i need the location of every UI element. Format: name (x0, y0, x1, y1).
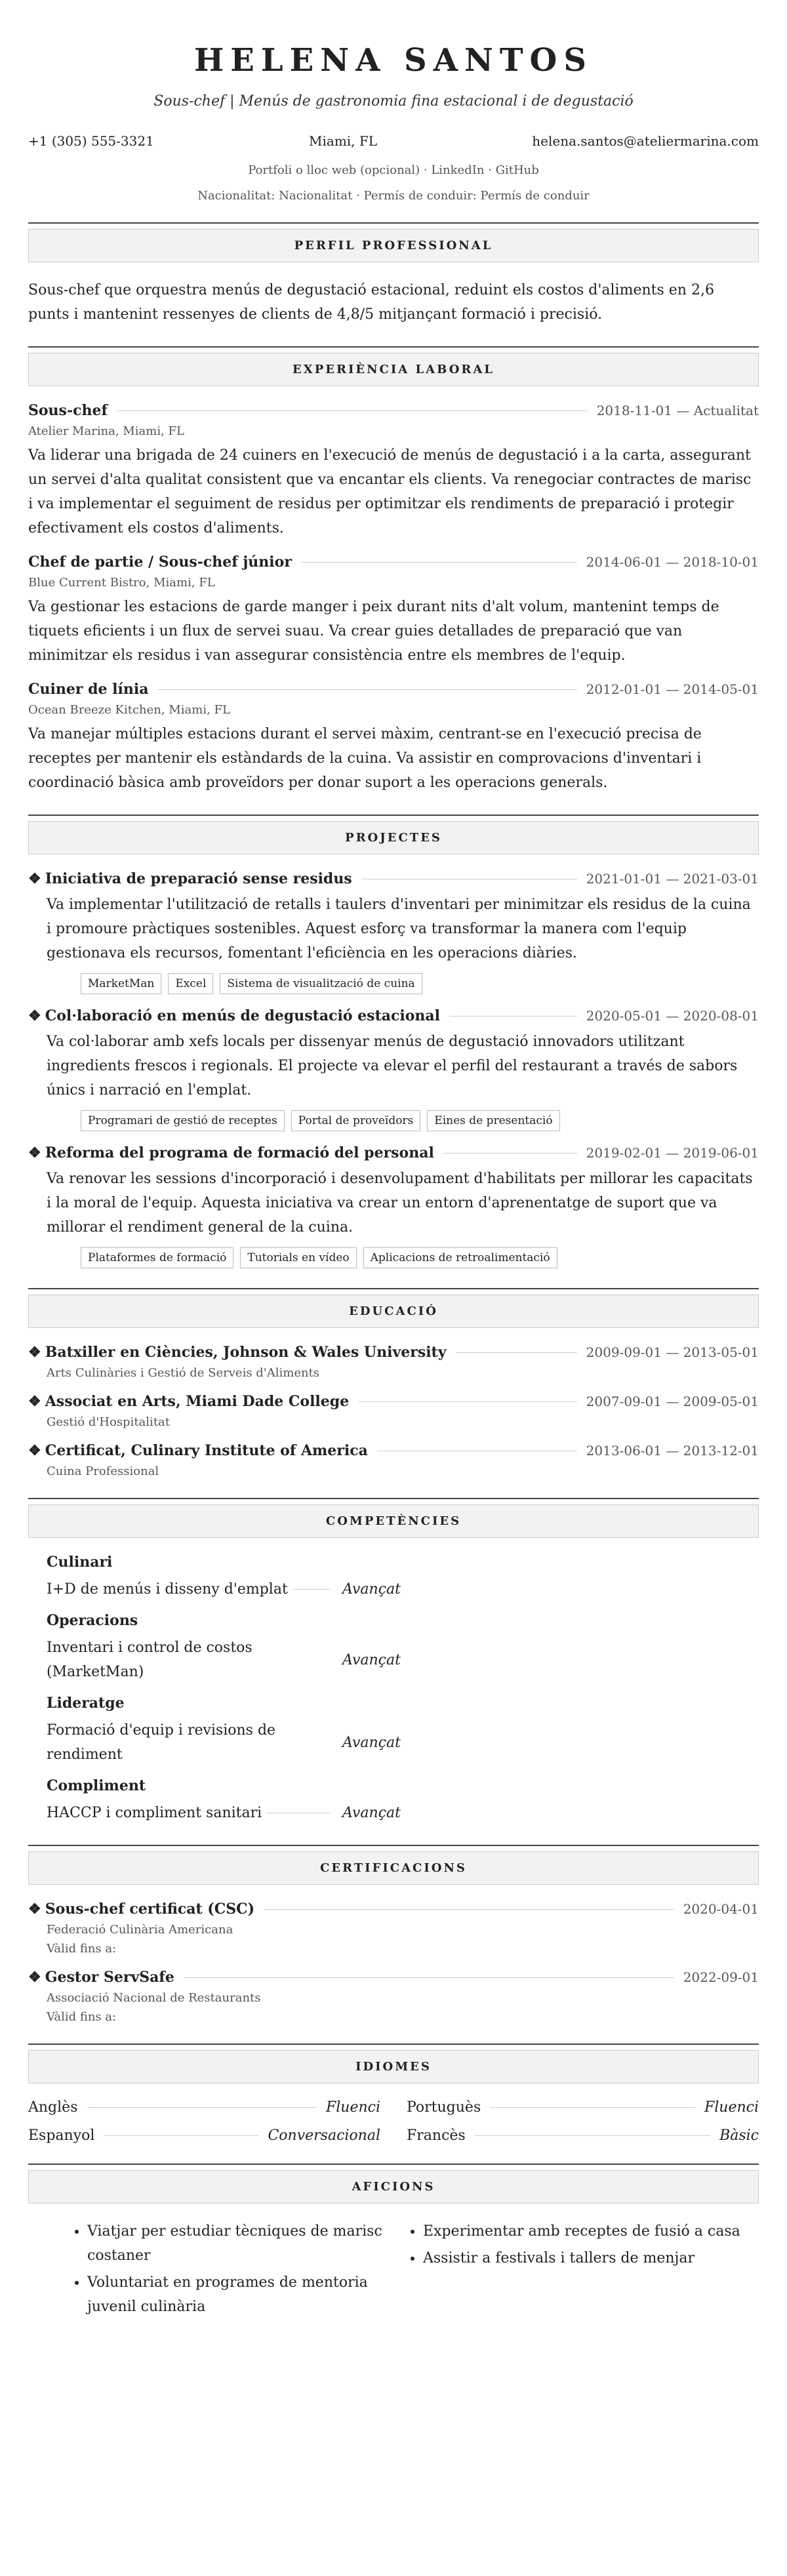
job-company: Atelier Marina, Miami, FL (28, 424, 184, 438)
section-title: EXPERIÈNCIA LABORAL (28, 353, 759, 386)
degree-field: Cuina Professional (47, 1464, 159, 1478)
language-row (407, 2099, 759, 2116)
leader-line (157, 689, 576, 690)
experience-entry (28, 681, 759, 795)
job-title: Chef de partie / Sous-chef júnior (28, 553, 292, 571)
languages-section (28, 2043, 759, 2144)
skill-category: Compliment (47, 1777, 146, 1794)
section-title: COMPETÈNCIES (28, 1504, 759, 1538)
project-tags (81, 1247, 759, 1268)
experience-section (28, 346, 759, 795)
section-title: PERFIL PROFESSIONAL (28, 229, 759, 262)
certification-entry (28, 1901, 759, 1956)
contact-row (28, 133, 759, 149)
certification-issuer: Federació Culinària Americana (47, 1923, 233, 1937)
certification-name: Sous-chef certificat (CSC) (45, 1901, 255, 1918)
diamond-bullet-icon: ❖ (28, 1901, 41, 1918)
skill-name: Inventari i control de costos (MarketMan) (47, 1640, 252, 1680)
project-name: Reforma del programa de formació del personal (45, 1144, 434, 1161)
hobby-item: • Experimentar amb receptes de fusió a casa (423, 2219, 759, 2244)
job-dates: 2014-06-01 — 2018-10-01 (586, 554, 759, 570)
certification-name: Gestor ServSafe (45, 1969, 174, 1986)
language-name: Portuguès (407, 2099, 481, 2116)
hobbies-list (28, 2219, 759, 2322)
section-title: PROJECTES (28, 821, 759, 855)
tag: Plataformes de formació (81, 1247, 233, 1268)
language-level: Bàsic (719, 2127, 759, 2144)
leader-line (184, 1977, 674, 1978)
job-company: Ocean Breeze Kitchen, Miami, FL (28, 703, 230, 717)
contact-links[interactable]: Portfoli o lloc web (opcional) · LinkedIn · GitHub (248, 163, 539, 177)
leader-line (456, 1352, 577, 1353)
profile-section (28, 222, 759, 327)
degree-name: Certificat, Culinary Institute of America (45, 1442, 368, 1459)
tag: Aplicacions de retroalimentació (363, 1247, 557, 1268)
job-description: Va liderar una brigada de 24 cuiners en l'execució de menús de degustació i a la carta, assegurant un servei d'alta qualitat consistent que va encantar els clients. Va renegociar contractes de marisc i va implementar el seguiment de residus per optimitzar els rendiments de preparació i protegir efectivament els costos d'aliments. (28, 447, 752, 536)
degree-dates: 2007-09-01 — 2009-05-01 (586, 1394, 759, 1409)
leader-line (87, 2107, 317, 2108)
project-name: Iniciativa de preparació sense residus (45, 870, 352, 887)
diamond-bullet-icon: ❖ (28, 1344, 41, 1361)
experience-entry (28, 553, 759, 668)
section-title: CERTIFICACIONS (28, 1851, 759, 1885)
personal-info: Nacionalitat: Nacionalitat · Permís de conduir: Permís de conduir (197, 189, 590, 203)
education-entry (28, 1393, 759, 1429)
projects-section (28, 815, 759, 1268)
leader-line (490, 2107, 695, 2108)
contact-phone: +1 (305) 555-3321 (28, 133, 154, 149)
tag: Excel (168, 973, 213, 994)
project-dates: 2021-01-01 — 2021-03-01 (586, 871, 759, 887)
diamond-bullet-icon: ❖ (28, 1969, 41, 1986)
degree-dates: 2009-09-01 — 2013-05-01 (586, 1344, 759, 1360)
certification-valid: Vàlid fins a: (47, 2010, 117, 2024)
job-description: Va gestionar les estacions de garde manger i peix durant nits d'alt volum, mantenint temps de tiquets eficients i un flux de servei suau. Va crear guies detallades de preparació que van minimitzar els residus i van assegurar consistència entre els membres de l'equip. (28, 599, 719, 664)
diamond-bullet-icon: ❖ (28, 1007, 41, 1024)
skill-category: Culinari (47, 1554, 113, 1571)
language-level: Conversacional (268, 2127, 380, 2144)
leader-line (358, 1401, 576, 1402)
skill-category: Operacions (47, 1612, 138, 1629)
project-name: Col·laboració en menús de degustació estacional (45, 1007, 441, 1024)
profile-text: Sous-chef que orquestra menús de degustació estacional, reduint els costos d'aliments en 2,6 punts i mantenint ressenyes de clients de 4,8/5 mitjançant formació i precisió. (28, 282, 714, 323)
project-tags (81, 973, 759, 994)
project-tags (81, 1110, 759, 1131)
leader-line (264, 1909, 674, 1910)
certifications-section (28, 1845, 759, 2024)
diamond-bullet-icon: ❖ (28, 1393, 41, 1410)
job-company: Blue Current Bistro, Miami, FL (28, 576, 215, 590)
languages-list (28, 2099, 759, 2144)
education-section (28, 1288, 759, 1478)
skill-row (47, 1718, 401, 1767)
project-description: Va renovar les sessions d'incorporació i desenvolupament d'habilitats per millorar les capacitats i la moral de l'equip. Aquesta iniciativa va crear un entorn d'aprenentatge de suport que va millorar el rendiment general de la cuina. (47, 1171, 753, 1236)
section-divider (28, 815, 759, 816)
skill-row (47, 1636, 401, 1684)
skill-level: Avançat (342, 1805, 401, 1821)
education-entry (28, 1442, 759, 1478)
job-title: Cuiner de línia (28, 681, 149, 698)
skill-level: Avançat (342, 1734, 401, 1751)
diamond-bullet-icon: ❖ (28, 1144, 41, 1161)
section-title: IDIOMES (28, 2050, 759, 2083)
project-description: Va implementar l'utilització de retalls i taulers d'inventari per minimitzar els residus de la cuina i promoure pràctiques sostenibles. Aquest esforç va transformar la manera com l'equip gestionava els recursos, fomentant l'eficiència en les operacions diàries. (47, 896, 751, 961)
section-divider (28, 2043, 759, 2045)
section-title: EDUCACIÓ (28, 1295, 759, 1328)
skill-row (47, 1577, 401, 1601)
leader-line (301, 562, 577, 563)
certification-valid: Vàlid fins a: (47, 1942, 117, 1956)
section-divider (28, 1498, 759, 1499)
certification-entry (28, 1969, 759, 2024)
job-dates: 2012-01-01 — 2014-05-01 (586, 681, 759, 697)
section-divider (28, 2163, 759, 2165)
tag: Portal de proveïdors (291, 1110, 421, 1131)
project-dates: 2020-05-01 — 2020-08-01 (586, 1008, 759, 1024)
candidate-subtitle: Sous-chef | Menús de gastronomia fina estacional i de degustació (153, 93, 634, 110)
section-title: AFICIONS (28, 2170, 759, 2204)
language-row (28, 2099, 380, 2116)
language-name: Espanyol (28, 2127, 95, 2144)
degree-dates: 2013-06-01 — 2013-12-01 (586, 1443, 759, 1459)
hobby-item: • Assistir a festivals i tallers de menjar (423, 2246, 759, 2270)
project-entry (28, 870, 759, 994)
hobbies-section (28, 2163, 759, 2322)
job-title: Sous-chef (28, 402, 108, 419)
skill-name: I+D de menús i disseny d'emplat (47, 1581, 288, 1598)
diamond-bullet-icon: ❖ (28, 870, 41, 887)
education-entry (28, 1344, 759, 1380)
skill-name: Formació d'equip i revisions de rendiment (47, 1722, 276, 1763)
language-row (28, 2127, 380, 2144)
project-entry (28, 1007, 759, 1131)
section-divider (28, 1845, 759, 1846)
skill-row (47, 1801, 401, 1825)
language-level: Fluenci (325, 2099, 380, 2116)
contact-email[interactable]: helena.santos@ateliermarina.com (532, 133, 759, 149)
diamond-bullet-icon: ❖ (28, 1442, 41, 1459)
certification-date: 2020-04-01 (683, 1901, 759, 1917)
job-description: Va manejar múltiples estacions durant el servei màxim, centrant-se en l'execució precisa de receptes per mantenir els estàndards de la cuina. Va assistir en comprovacions d'inventari i coordinació bàsica amb proveïdors per donar suport a les operacions generals. (28, 726, 702, 791)
section-divider (28, 346, 759, 348)
certification-date: 2022-09-01 (683, 1969, 759, 1985)
leader-line (104, 2135, 258, 2136)
leader-line (293, 1589, 331, 1590)
degree-name: Batxiller en Ciències, Johnson & Wales University (45, 1344, 447, 1361)
hobby-item: • Voluntariat en programes de mentoria juvenil culinària (87, 2270, 387, 2319)
leader-line (443, 1153, 577, 1154)
contact-location: Miami, FL (309, 133, 378, 149)
tag: Programari de gestió de receptes (81, 1110, 285, 1131)
project-dates: 2019-02-01 — 2019-06-01 (586, 1145, 759, 1161)
skill-name: HACCP i compliment sanitari (47, 1805, 262, 1821)
project-entry (28, 1144, 759, 1268)
tag: Eines de presentació (427, 1110, 559, 1131)
tag: Sistema de visualització de cuina (220, 973, 422, 994)
section-divider (28, 222, 759, 224)
language-row (407, 2127, 759, 2144)
leader-line (314, 1742, 331, 1743)
tag: Tutorials en vídeo (240, 1247, 356, 1268)
leader-line (475, 2135, 710, 2136)
experience-entry (28, 402, 759, 540)
skills-section (28, 1498, 759, 1825)
degree-field: Arts Culinàries i Gestió de Serveis d'Aliments (47, 1366, 320, 1380)
degree-field: Gestió d'Hospitalitat (47, 1415, 171, 1429)
skill-category: Lideratge (47, 1695, 125, 1712)
tag: MarketMan (81, 973, 161, 994)
project-description: Va col·laborar amb xefs locals per dissenyar menús de degustació innovadors utilitzant ingredients frescos i regionals. El projecte va elevar el perfil del restaurant a través de sabors únics i narració en l'emplat. (47, 1034, 738, 1098)
job-dates: 2018-11-01 — Actualitat (596, 403, 759, 418)
section-divider (28, 1288, 759, 1289)
language-level: Fluenci (704, 2099, 759, 2116)
skill-level: Avançat (342, 1581, 401, 1598)
skills-list (28, 1554, 401, 1825)
language-name: Anglès (28, 2099, 78, 2116)
skill-level: Avançat (342, 1651, 401, 1668)
degree-name: Associat en Arts, Miami Dade College (45, 1393, 350, 1410)
certification-issuer: Associació Nacional de Restaurants (47, 1991, 261, 2005)
language-name: Francès (407, 2127, 466, 2144)
candidate-name: HELENA SANTOS (193, 42, 594, 79)
hobby-item: • Viatjar per estudiar tècniques de marisc costaner (87, 2219, 387, 2268)
